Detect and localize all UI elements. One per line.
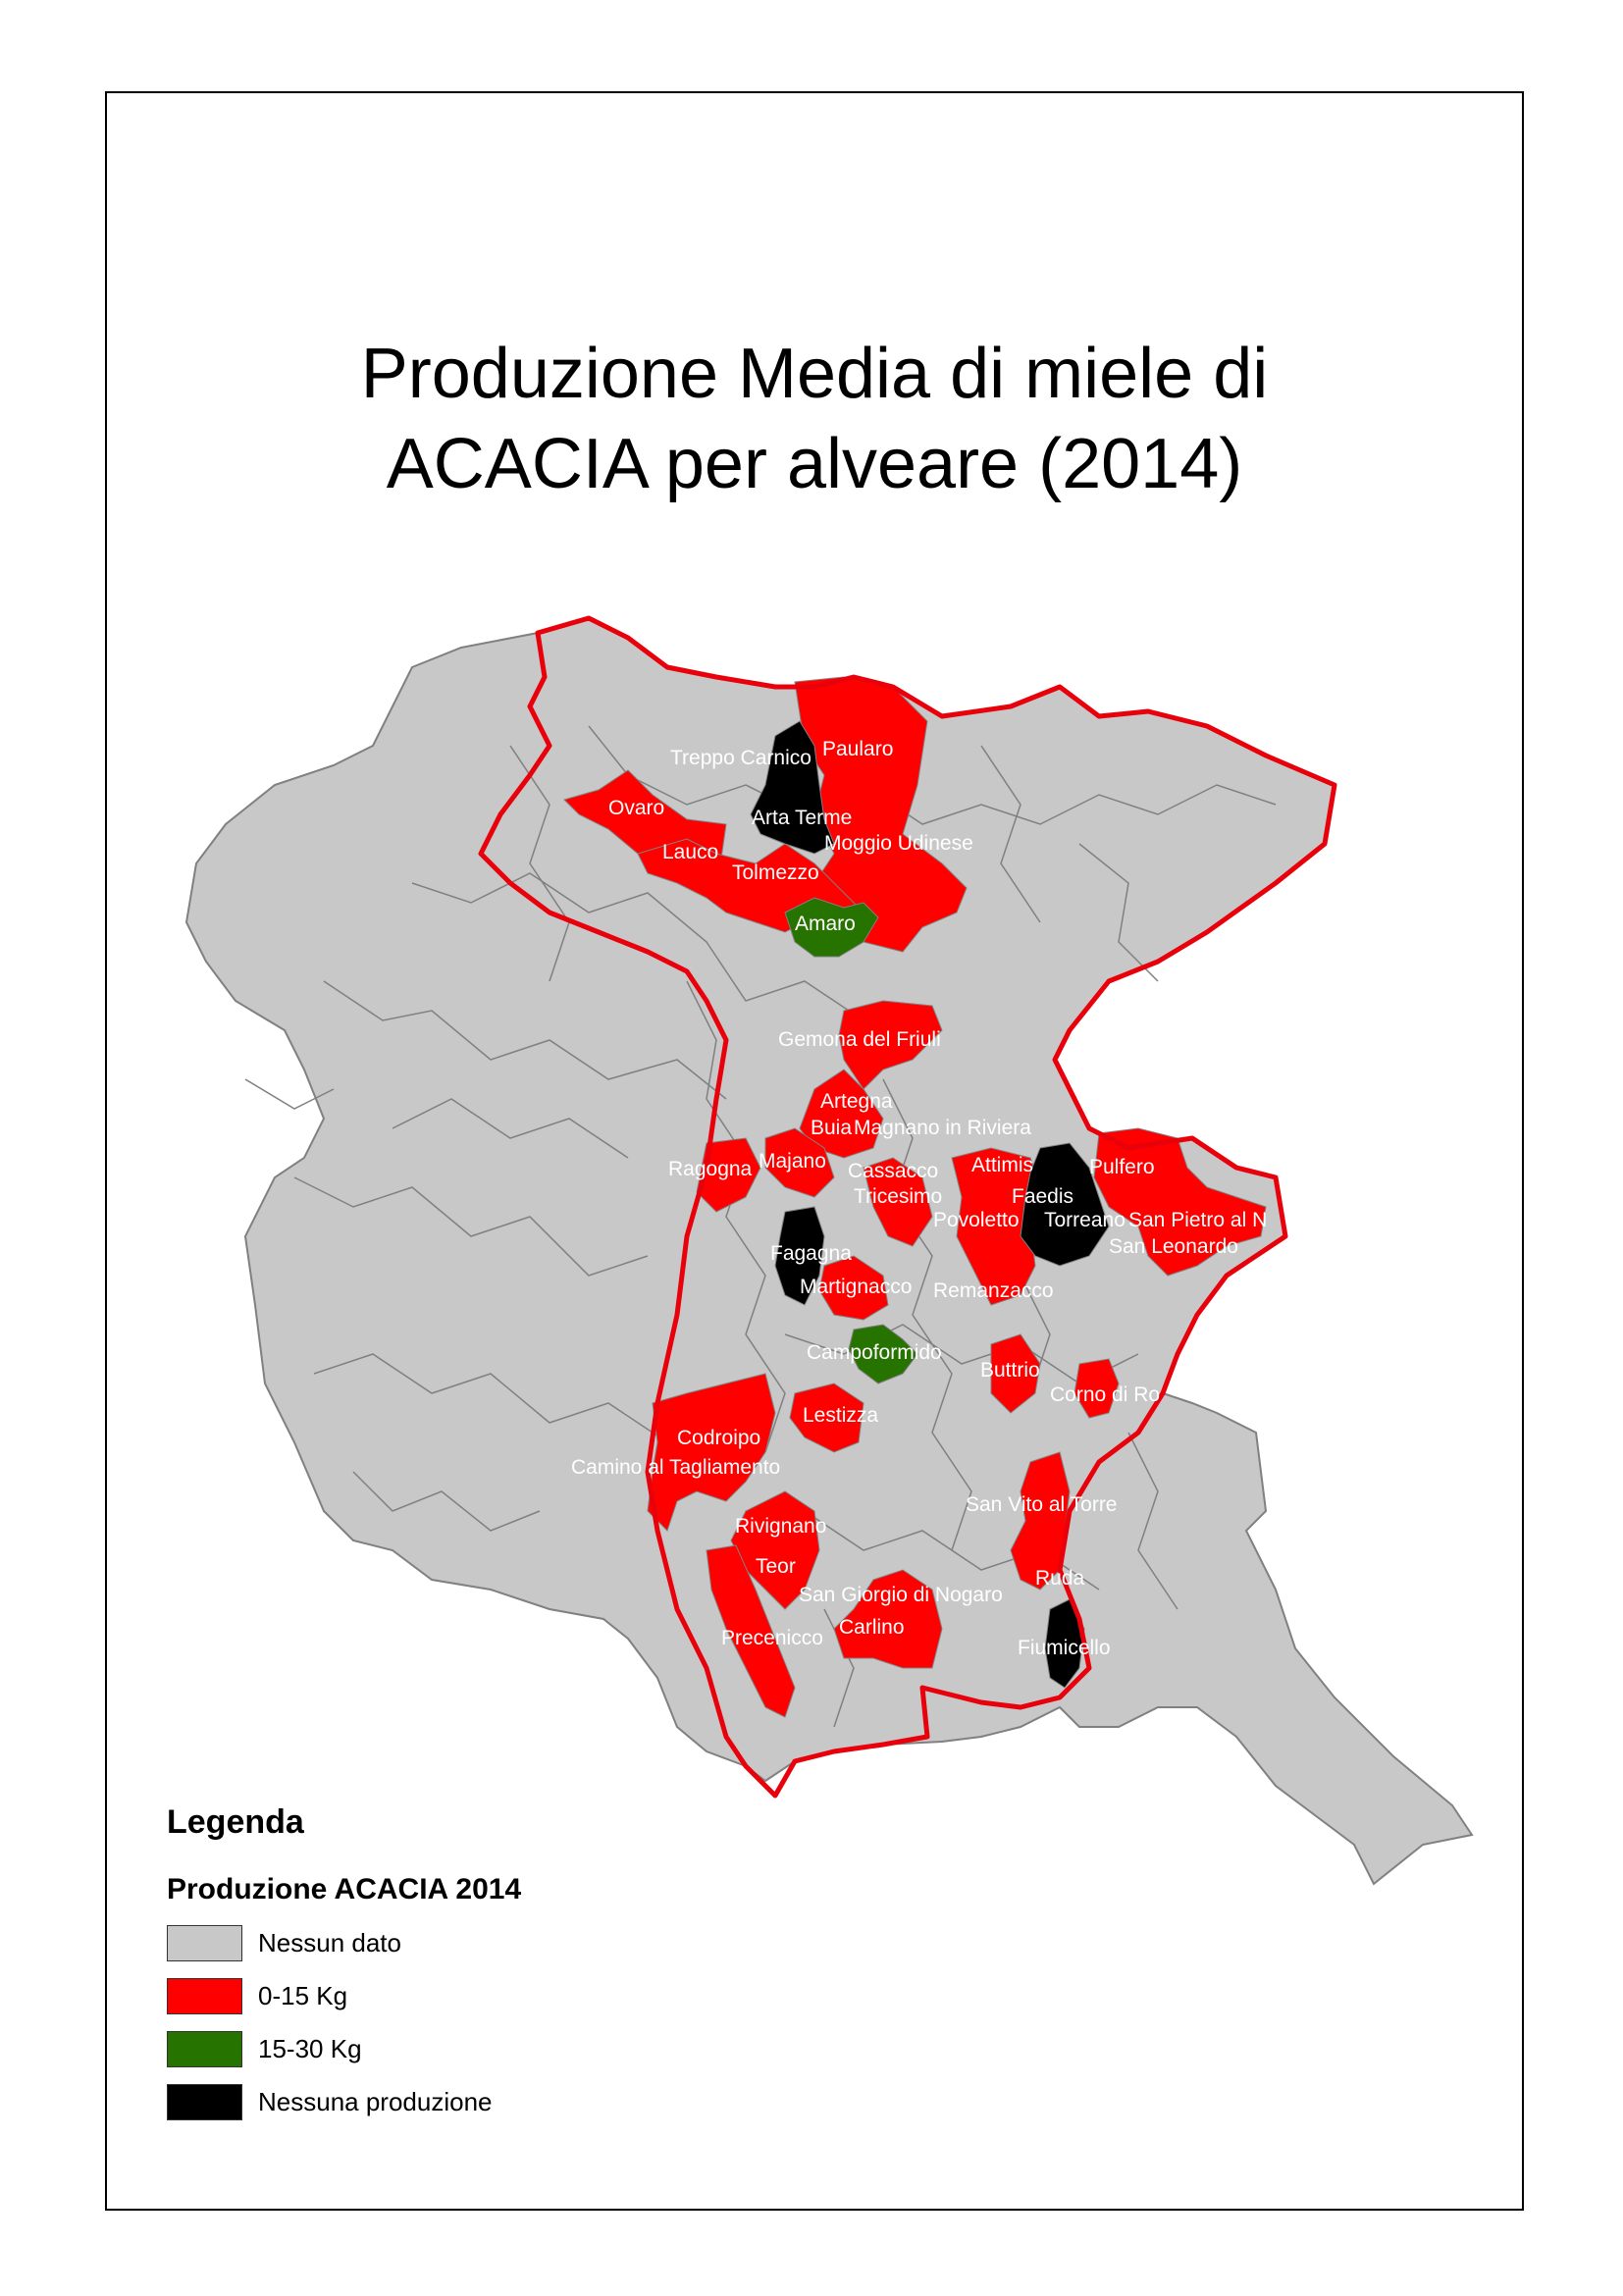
legend-item-nessun-dato [167,1916,657,1969]
map-title-line-2: ACACIA per alveare (2014) [386,425,1243,503]
label-fiumicello: Fiumicello [1018,1637,1111,1659]
legend [167,1803,657,2128]
legend-title: Legenda [167,1803,304,1841]
label-teor: Teor [756,1555,796,1578]
label-codroipo: Codroipo [677,1427,761,1449]
label-lauco: Lauco [662,841,719,863]
label-ovaro: Ovaro [608,797,665,819]
legend-label-nessuna-produzione: Nessuna produzione [258,2086,493,2116]
label-fagagna: Fagagna [770,1242,852,1265]
label-ragogna: Ragogna [668,1158,753,1180]
legend-subtitle: Produzione ACACIA 2014 [167,1873,522,1905]
label-ruda: Ruda [1035,1567,1085,1590]
legend-swatch-nessuna-produzione [167,2084,242,2120]
label-rivignano: Rivignano [735,1515,827,1538]
legend-label-15-30-kg: 15-30 Kg [258,2033,362,2063]
label-arta-terme: Arta Terme [752,807,853,829]
label-pulfero: Pulfero [1089,1156,1155,1178]
label-san-pietro-al-n: San Pietro al N [1128,1209,1268,1231]
legend-swatch-nessun-dato [167,1925,242,1961]
label-faedis: Faedis [1012,1185,1074,1208]
label-tricesimo: Tricesimo [854,1185,943,1208]
label-tolmezzo: Tolmezzo [732,861,819,884]
label-remanzacco: Remanzacco [933,1279,1054,1302]
label-san-leonardo: San Leonardo [1109,1235,1238,1258]
legend-item-nessuna-produzione [167,2075,657,2128]
map-title-line-1: Produzione Media di miele di [360,335,1269,413]
legend-swatch-15-30-kg [167,2031,242,2067]
label-lestizza: Lestizza [803,1404,879,1427]
label-majano: Majano [759,1150,826,1173]
label-buia: Buia [811,1117,853,1139]
label-moggio-udinese: Moggio Udinese [824,832,973,855]
legend-swatch-0-15-kg [167,1978,242,2014]
label-san-vito-al-torre: San Vito al Torre [966,1493,1118,1516]
label-cassacco: Cassacco [848,1160,939,1182]
label-buttrio: Buttrio [980,1359,1040,1382]
label-torreano: Torreano [1044,1209,1126,1231]
label-magnano-in-riviera: Magnano in Riviera [854,1117,1031,1139]
legend-label-nessun-dato: Nessun dato [258,1927,401,1957]
label-paularo: Paularo [822,738,894,760]
label-attimis: Attimis [971,1154,1033,1176]
legend-item-0-15-kg [167,1969,657,2022]
label-campoformido: Campoformido [807,1341,942,1364]
label-treppo-carnico: Treppo Carnico [670,747,812,769]
label-gemona-del-friuli: Gemona del Friuli [778,1028,941,1051]
label-san-giorgio-di-nogaro: San Giorgio di Nogaro [799,1584,1003,1606]
legend-item-15-30-kg [167,2022,657,2075]
label-povoletto: Povoletto [933,1209,1020,1231]
label-martignacco: Martignacco [800,1276,913,1298]
legend-label-0-15-kg: 0-15 Kg [258,1980,348,2010]
label-camino-al-tagliamento: Camino al Tagliamento [571,1456,781,1479]
label-artegna: Artegna [820,1090,893,1113]
label-carlino: Carlino [839,1616,905,1639]
label-precenicco: Precenicco [721,1627,823,1649]
label-corno-di-ro: Corno di Ro [1050,1383,1161,1406]
label-amaro: Amaro [795,913,856,935]
